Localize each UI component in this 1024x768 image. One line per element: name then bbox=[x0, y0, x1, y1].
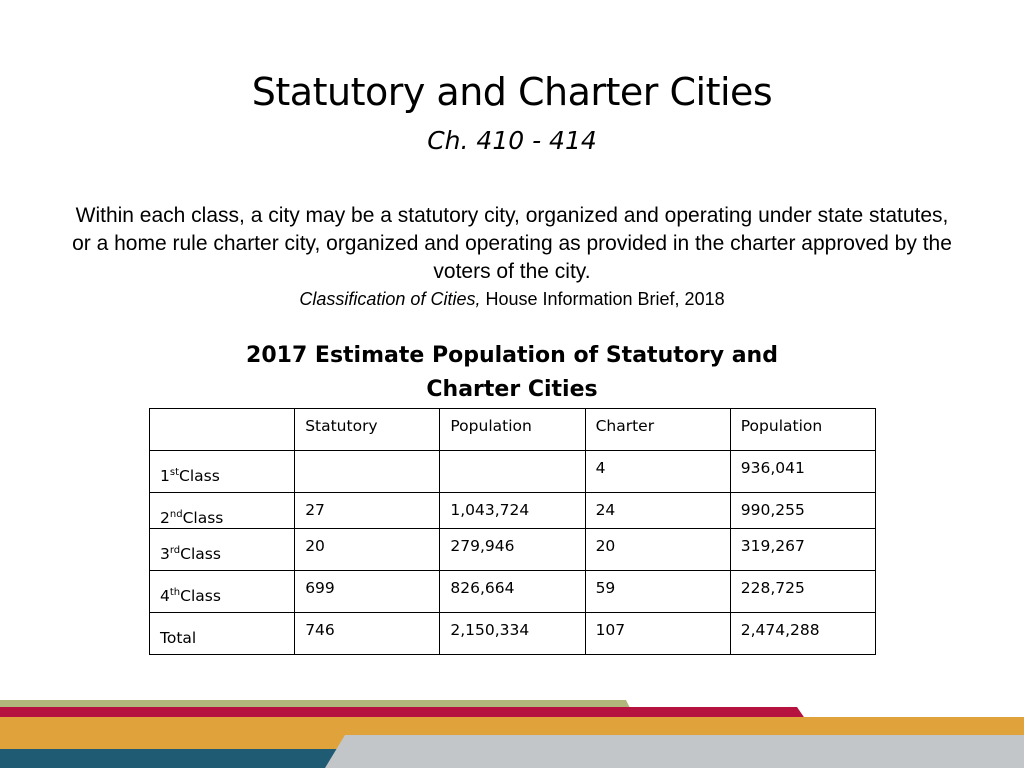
table-cell: 279,946 bbox=[440, 529, 585, 571]
slide-title: Statutory and Charter Cities bbox=[251, 70, 773, 114]
table-row bbox=[150, 571, 876, 613]
table-cell: 319,267 bbox=[730, 529, 875, 571]
header-cell: Population bbox=[730, 409, 875, 451]
table-cell bbox=[440, 451, 585, 493]
band-gray bbox=[325, 735, 1024, 768]
slide-subtitle: Ch. 410 - 414 bbox=[427, 126, 597, 155]
row-label: Total bbox=[150, 613, 295, 655]
row-label: 1stClass bbox=[150, 451, 295, 493]
header-cell: Statutory bbox=[295, 409, 440, 451]
table-header-row bbox=[150, 409, 876, 451]
table-row bbox=[150, 493, 876, 529]
table-cell: 20 bbox=[295, 529, 440, 571]
table-row-total bbox=[150, 613, 876, 655]
table-cell: 24 bbox=[585, 493, 730, 529]
table-cell: 20 bbox=[585, 529, 730, 571]
citation bbox=[0, 289, 1024, 310]
population-table bbox=[149, 408, 876, 655]
table-cell: 4 bbox=[585, 451, 730, 493]
table-title: 2017 Estimate Population of Statutory and Charter Cities bbox=[246, 343, 778, 402]
body-paragraph: Within each class, a city may be a statutory city, organized and operating under state statutes, or a home rule charter city, organized and operating as provided in the charter approved by the voters of the city. bbox=[72, 204, 952, 283]
header-cell: Charter bbox=[585, 409, 730, 451]
table-cell: 107 bbox=[585, 613, 730, 655]
header-cell: Population bbox=[440, 409, 585, 451]
table-cell bbox=[295, 451, 440, 493]
table-row bbox=[150, 451, 876, 493]
row-label: 4thClass bbox=[150, 571, 295, 613]
table-cell: 746 bbox=[295, 613, 440, 655]
table-cell: 990,255 bbox=[730, 493, 875, 529]
table-cell: 228,725 bbox=[730, 571, 875, 613]
table-cell: 699 bbox=[295, 571, 440, 613]
table-cell: 27 bbox=[295, 493, 440, 529]
table-cell: 2,474,288 bbox=[730, 613, 875, 655]
citation-source-title: Classification of Cities, bbox=[299, 289, 481, 309]
citation-source-detail: House Information Brief, 2018 bbox=[480, 289, 725, 309]
header-cell bbox=[150, 409, 295, 451]
table-row bbox=[150, 529, 876, 571]
footer-color-bands bbox=[0, 690, 1024, 768]
table-cell: 1,043,724 bbox=[440, 493, 585, 529]
table-cell: 936,041 bbox=[730, 451, 875, 493]
row-label: 2ndClass bbox=[150, 493, 295, 529]
table-cell: 59 bbox=[585, 571, 730, 613]
row-label: 3rdClass bbox=[150, 529, 295, 571]
table-cell: 2,150,334 bbox=[440, 613, 585, 655]
table-cell: 826,664 bbox=[440, 571, 585, 613]
